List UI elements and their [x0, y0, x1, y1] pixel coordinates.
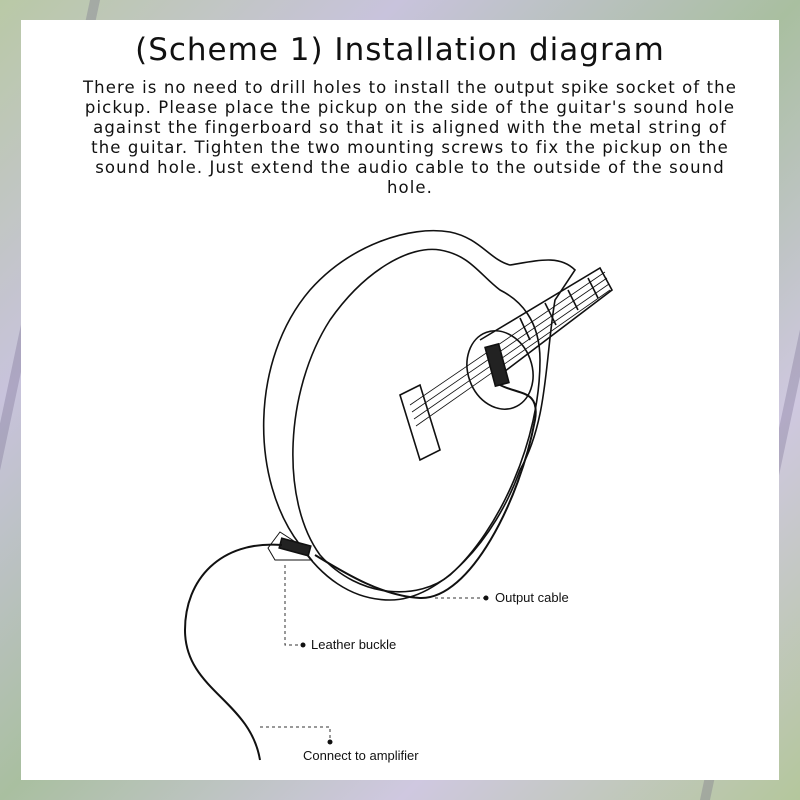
amplifier-cable — [185, 545, 282, 760]
description-text: There is no need to drill holes to install the output spike socket of the pickup. Please place the pickup on the side of the guitar's sound hole against the fingerboard so that it is aligned with the metal string of the guitar. Tighten the two mounting screws to fix the pickup on the sound hole. Just extend the audio cable to the outside of the sound hole. — [83, 78, 737, 197]
leather-buckle-label: Leather buckle — [311, 637, 397, 652]
guitar-bridge — [400, 385, 440, 460]
connect-amplifier-label: Connect to amplifier — [303, 748, 419, 763]
page-title: (Scheme 1) Installation diagram — [135, 32, 665, 68]
guitar-top-outline — [293, 249, 540, 591]
pickup — [485, 344, 509, 386]
output-cable-label: Output cable — [495, 590, 569, 605]
jack-plug — [279, 538, 311, 555]
output-cable — [315, 385, 536, 598]
